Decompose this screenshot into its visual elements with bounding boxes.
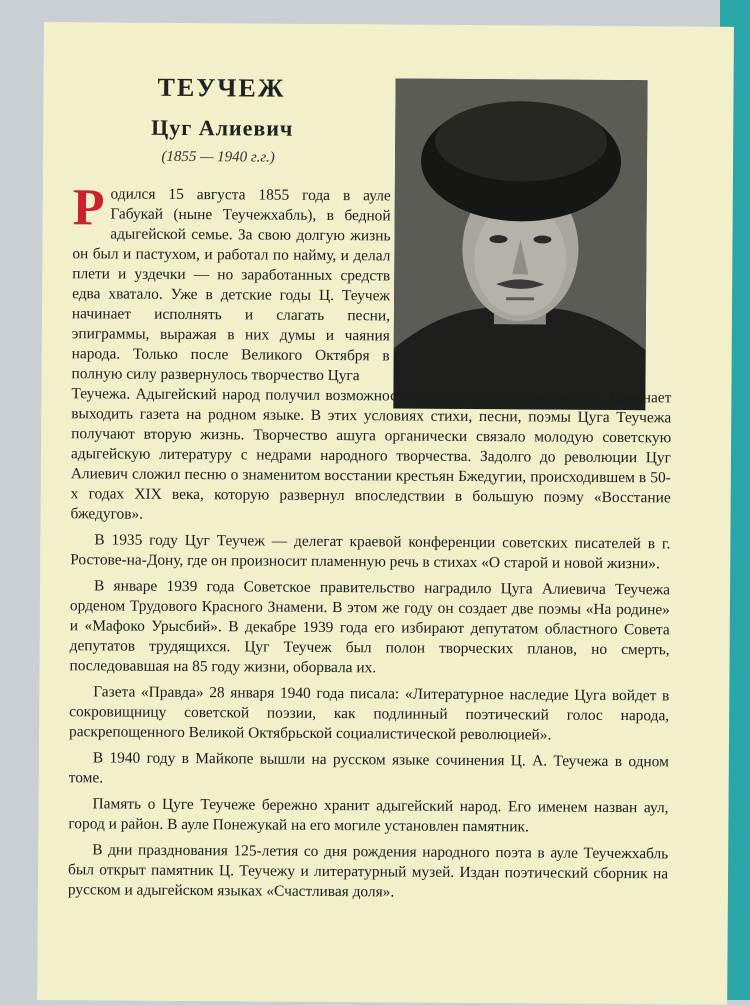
paragraph-1 <box>71 179 391 386</box>
paragraph-7: В дни празднования 125-летия со дня рождения народного поэта в ауле Теучежхабль был открыт памятник Ц. Теучежу и литературный музей. Издан поэтический сборник на русском и адыгейском языках «Счастливая доля». <box>67 841 669 901</box>
paragraph-6: Память о Цуге Теучеже бережно хранит адыгейский народ. Его именем назван аул, город и район. В ауле Понежукай на его могиле установлен памятник. <box>68 795 669 836</box>
book-page <box>37 22 734 1005</box>
paragraph-4: Газета «Правда» 28 января 1940 года писала: «Литературное наследие Цуга войдет в сокровищницу советской поэзии, как подлинный поэтический голос народа, раскрепощенного Великой Октябрьской социалистической революцией». <box>68 683 670 744</box>
paragraph-1-cont: Теучежа. Адыгейский народ получил возможность создать свою письменность. Начинает выходить газета на родном языке. В этих условиях стихи, песни, поэмы Цуга Теучежа получают вторую жизнь. Творчество ашуга органически связало молодую советскую адыгейскую литературу с недрами народного творчества. Задолго до революции Цуг Алиевич сложил песню о знаменитом восстании крестьян Бжедугии, происходившем в 50-х годах XIX века, которую развернул впоследствии в большую поэму «Восстание бжедугов». <box>70 385 672 523</box>
page-title: ТЕУЧЕЖ <box>157 72 286 103</box>
biography-text <box>67 179 673 910</box>
paragraph-5: В 1940 году в Майкопе вышли на русском языке сочинения Ц. А. Теучежа в одном томе. <box>68 749 669 787</box>
paragraph-2: В 1935 году Цуг Теучеж — делегат краевой конференции советских писателей в г. Ростове-на-Дону, где он произносит пламенную речь в стихах «О старой и новой жизни». <box>70 531 671 573</box>
paragraph-3: В январе 1939 года Советское правительство наградило Цуга Алиевича Теучежа орденом Трудового Красного Знамени. В этом же году он создает две поэмы «На родине» и «Мафоко Урысбий». В декабре 1939 года его избирают депутатом областного Совета депутатов трудящихся. Цуг Теучеж был полон творческих планов, но смерть, последовавшая на 85 году жизни, оборвала их. <box>69 577 671 677</box>
paragraph-1-start: одился 15 августа 1855 года в ауле Габукай (ныне Теучежхабль), в бедной адыгейской семье. За свою долгую жизнь он был и пастухом, и работал по найму, и делал плети и уздечки — но заработанных средств едва хватало. Уже в детские годы Ц. Теучеж начинает исполнять и слагать песни, эпиграммы, выражая в них думы и чаяния народа. Только после Великого Октября в полную силу развернулось творчество Цуга <box>71 185 391 385</box>
page-subtitle: Цуг Алиевич <box>151 114 294 141</box>
life-years: (1855 — 1940 г.г.) <box>161 148 275 166</box>
drop-cap: Р <box>72 179 105 237</box>
